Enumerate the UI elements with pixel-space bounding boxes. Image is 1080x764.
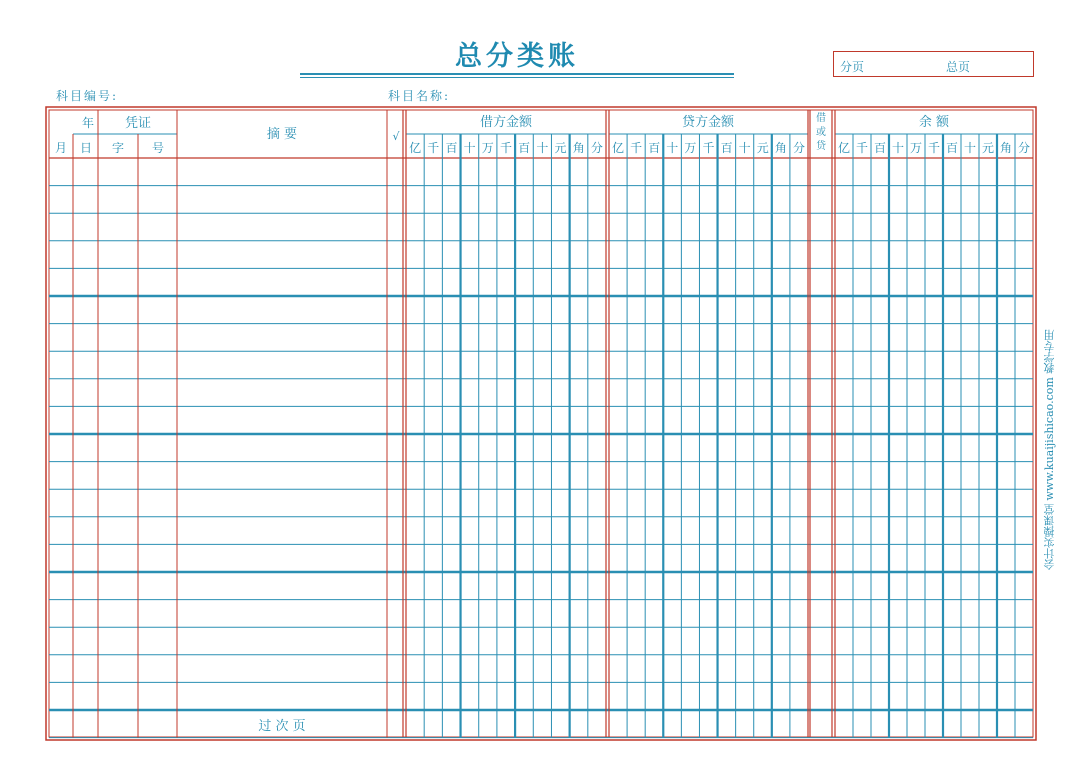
debit-digit-label: 亿 bbox=[409, 141, 422, 155]
credit-digit-label: 元 bbox=[756, 141, 769, 155]
header-debit-or-credit: 贷 bbox=[816, 141, 826, 152]
header-voucher-type: 字 bbox=[111, 141, 125, 155]
sub-page-label: 分页 bbox=[840, 60, 865, 74]
debit-digit-label: 百 bbox=[445, 141, 458, 155]
carry-forward-label: 过 次 页 bbox=[258, 719, 306, 734]
header-debit: 借方金额 bbox=[479, 115, 533, 130]
header-voucher: 凭证 bbox=[124, 116, 152, 131]
credit-digit-label: 亿 bbox=[612, 141, 625, 155]
watermark-side-text: 会计实操课堂 www.kuaijishicao.com 教学专用 bbox=[1043, 329, 1056, 570]
header-voucher-no: 号 bbox=[151, 141, 165, 155]
balance-digit-label: 亿 bbox=[837, 141, 851, 155]
header-debit-or-credit: 或 bbox=[816, 127, 826, 138]
credit-digit-label: 百 bbox=[720, 141, 733, 155]
header-credit: 贷方金额 bbox=[681, 115, 735, 130]
balance-digit-label: 千 bbox=[927, 141, 941, 155]
balance-digit-label: 元 bbox=[981, 141, 995, 155]
balance-digit-label: 分 bbox=[1017, 141, 1031, 155]
credit-digit-label: 万 bbox=[684, 141, 697, 155]
debit-digit-label: 十 bbox=[463, 141, 476, 155]
balance-digit-label: 百 bbox=[873, 141, 887, 155]
credit-digit-label: 百 bbox=[648, 141, 661, 155]
header-month: 月 bbox=[54, 141, 68, 155]
outer-frame bbox=[46, 107, 1036, 740]
header-summary: 摘 要 bbox=[266, 127, 298, 142]
balance-digit-label: 角 bbox=[999, 141, 1013, 155]
credit-digit-label: 角 bbox=[774, 141, 787, 155]
header-year: 年 bbox=[81, 116, 95, 130]
account-code-label: 科目编号: bbox=[56, 89, 119, 103]
balance-digit-label: 千 bbox=[855, 141, 869, 155]
balance-digit-label: 十 bbox=[963, 141, 977, 155]
credit-digit-label: 千 bbox=[702, 141, 715, 155]
credit-digit-label: 十 bbox=[666, 141, 679, 155]
debit-digit-label: 分 bbox=[590, 141, 603, 155]
account-name-label: 科目名称: bbox=[388, 89, 451, 103]
debit-digit-label: 十 bbox=[536, 141, 549, 155]
ledger-title: 总分类账 bbox=[455, 41, 579, 72]
header-debit-or-credit: 借 bbox=[816, 113, 826, 124]
credit-digit-label: 分 bbox=[792, 141, 805, 155]
inner-frame bbox=[49, 110, 1033, 737]
header-balance: 余 额 bbox=[918, 115, 950, 130]
debit-digit-label: 千 bbox=[427, 141, 440, 155]
debit-digit-label: 角 bbox=[572, 141, 585, 155]
debit-digit-label: 万 bbox=[481, 141, 494, 155]
balance-digit-label: 百 bbox=[945, 141, 959, 155]
debit-digit-label: 百 bbox=[518, 141, 531, 155]
balance-digit-label: 十 bbox=[891, 141, 905, 155]
header-check: √ bbox=[392, 130, 400, 143]
total-page-label: 总页 bbox=[946, 60, 971, 74]
debit-digit-label: 元 bbox=[554, 141, 567, 155]
header-day: 日 bbox=[79, 141, 93, 155]
balance-digit-label: 万 bbox=[909, 141, 923, 155]
debit-digit-label: 千 bbox=[499, 141, 513, 155]
credit-digit-label: 十 bbox=[738, 141, 751, 155]
credit-digit-label: 千 bbox=[630, 141, 643, 155]
